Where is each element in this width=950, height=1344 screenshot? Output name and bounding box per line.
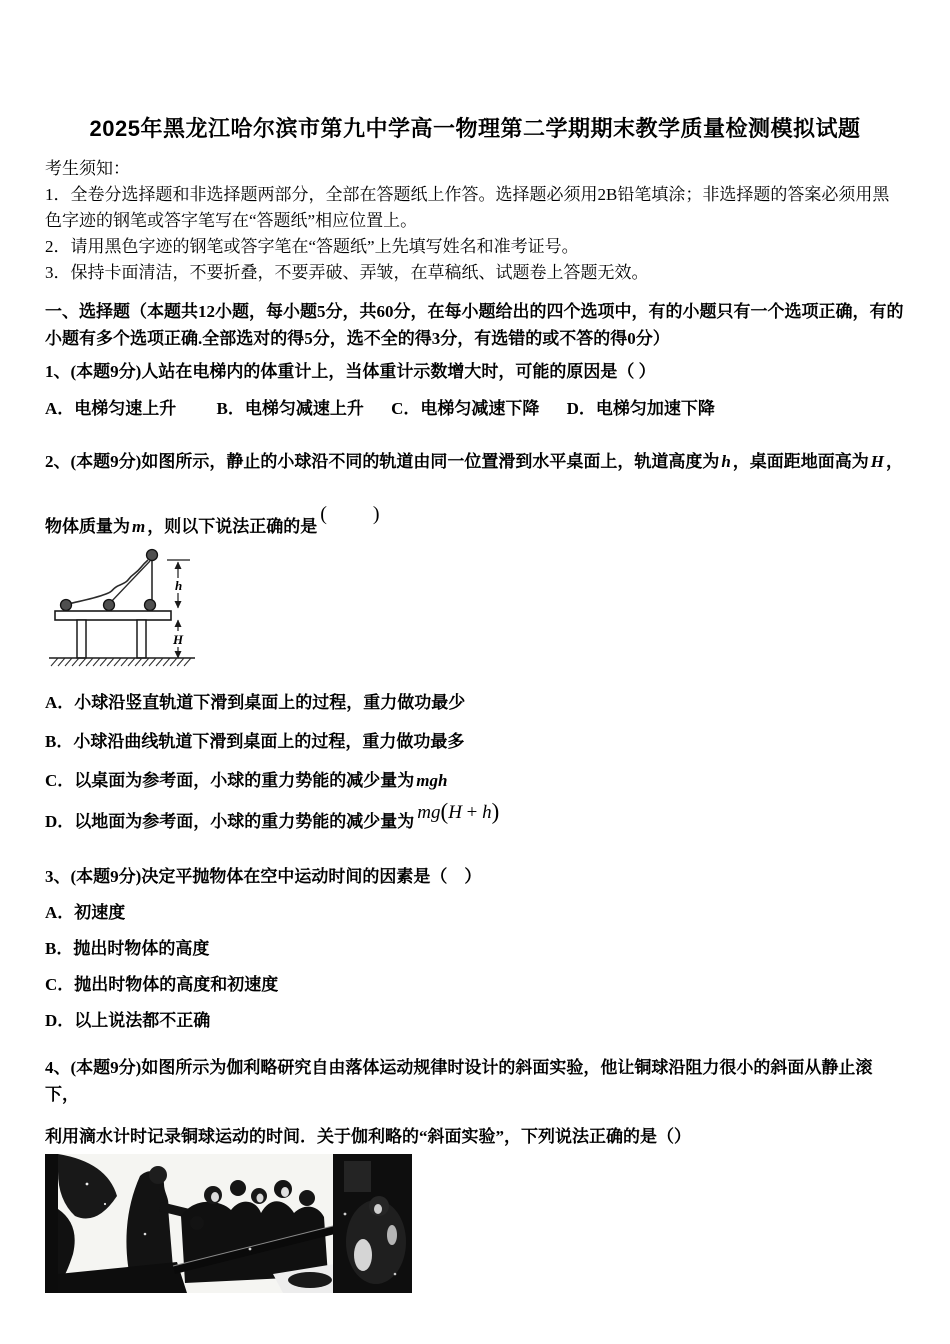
- question-2-figure: [47, 548, 199, 675]
- formula-h: h: [482, 802, 492, 823]
- arrowhead-down: [175, 601, 182, 609]
- stem-text: ，: [886, 452, 904, 471]
- ground-hatching: [51, 658, 191, 666]
- formula-mg-H-plus-h: [417, 799, 500, 824]
- engraving-highlight: [387, 1225, 397, 1245]
- engraving-head: [230, 1180, 246, 1196]
- question-1-option-a: A．电梯匀速上升: [45, 399, 177, 418]
- notice-item-2: 2．请用黑色字迹的钢笔或答字笔在“答题纸”上先填写姓名和准考证号。: [45, 237, 579, 256]
- option-text: D．以地面为参考面，小球的重力势能的减少量为: [45, 812, 415, 831]
- engraving-face: [211, 1192, 219, 1202]
- ball-left: [61, 600, 72, 611]
- answer-parentheses: ( ): [320, 503, 382, 525]
- notice-item-3: 3．保持卡面清洁，不要折叠，不要弄破、弄皱，在草稿纸、试题卷上答题无效。: [45, 263, 649, 282]
- question-2-option-b: B．小球沿曲线轨道下滑到桌面上的过程，重力做功最多: [45, 732, 465, 751]
- question-2-option-c: [45, 767, 905, 794]
- engraving-speckle: [394, 1273, 397, 1276]
- question-3-option-d: D．以上说法都不正确: [45, 1011, 211, 1030]
- question-2-stem-line2: [45, 503, 905, 540]
- variable-m: m: [132, 517, 146, 536]
- question-4-stem-line1: 4、(本题9分)如图所示为伽利略研究自由落体运动规律时设计的斜面实验，他让铜球沿阻力很小的斜面从静止滚下，: [45, 1058, 873, 1104]
- engraving-face: [257, 1194, 264, 1203]
- engraving-window: [344, 1161, 371, 1192]
- H-label: H: [173, 632, 184, 647]
- engraving-highlight: [354, 1239, 372, 1271]
- question-2-option-a: A．小球沿竖直轨道下滑到桌面上的过程，重力做功最少: [45, 693, 466, 712]
- question-4-stem-line2: 利用滴水计时记录铜球运动的时间．关于伽利略的“斜面实验”，下列说法正确的是（）: [45, 1127, 691, 1146]
- plus-sign: +: [461, 802, 483, 823]
- question-4: [45, 1054, 905, 1293]
- question-3-option-a: A．初速度: [45, 903, 126, 922]
- engraving-shape: [288, 1272, 332, 1288]
- arrowhead-up: [175, 562, 182, 570]
- galileo-engraving: [45, 1154, 412, 1293]
- straight-track: [110, 561, 150, 603]
- variable-H: H: [870, 452, 885, 471]
- stem-text: 物体质量为: [45, 517, 130, 536]
- notice-section: [45, 156, 905, 286]
- question-2-option-d: [45, 799, 905, 835]
- option-text: C．以桌面为参考面，小球的重力势能的减少量为: [45, 771, 415, 790]
- h-label: h: [175, 578, 183, 593]
- formula-H: H: [448, 802, 462, 823]
- question-1-stem: 1、(本题9分)人站在电梯内的体重计上，当体重计示数增大时，可能的原因是（ ）: [45, 362, 656, 381]
- question-1: [45, 358, 905, 422]
- section-heading: 一、选择题（本题共12小题，每小题5分，共60分，在每小题给出的四个选项中，有的小题只有一个选项正确，有的小题有多个选项正确.全部选对的得5分，选不全的得3分，有选错的或不答的得0分）: [45, 302, 904, 348]
- question-1-options: [45, 395, 905, 422]
- question-1-option-b: B．电梯匀减速上升: [216, 399, 364, 418]
- ball-middle: [104, 600, 115, 611]
- engraving-figure: [149, 1166, 167, 1184]
- open-paren: (: [440, 799, 449, 824]
- ball-right: [145, 600, 156, 611]
- notice-heading: 考生须知：: [45, 159, 130, 178]
- page-title: 2025年黑龙江哈尔滨市第九中学高一物理第二学期期末教学质量检测模拟试题: [89, 116, 861, 141]
- table-top: [55, 611, 171, 620]
- engraving-speckle: [104, 1203, 106, 1205]
- engraving-speckle: [86, 1183, 89, 1186]
- question-3-option-c: C．抛出时物体的高度和初速度: [45, 975, 279, 994]
- table-leg-right: [137, 620, 146, 658]
- engraving-speckle: [144, 1233, 147, 1236]
- arrowhead-up: [175, 620, 182, 628]
- question-3-option-b: B．抛出时物体的高度: [45, 939, 210, 958]
- curved-track: [68, 560, 148, 604]
- engraving-speckle: [344, 1213, 347, 1216]
- question-1-option-d: D．电梯匀加速下降: [566, 399, 715, 418]
- tracks-table-diagram: [47, 548, 199, 675]
- galileo-experiment-image: [45, 1154, 412, 1293]
- engraving-shape: [45, 1154, 58, 1293]
- engraving-face: [281, 1187, 289, 1197]
- engraving-face: [374, 1204, 382, 1214]
- engraving-figure: [190, 1216, 204, 1230]
- question-1-option-c: C．电梯匀减速下降: [391, 399, 540, 418]
- question-2-stem-line1: [45, 448, 905, 475]
- ball-top: [147, 550, 158, 561]
- question-2: [45, 448, 905, 835]
- engraving-speckle: [249, 1248, 252, 1251]
- notice-item-1: 1．全卷分选择题和非选择题两部分，全部在答题纸上作答。选择题必须用2B铅笔填涂；非选择题的答案必须用黑色字迹的钢笔或答字笔写在“答题纸”相应位置上。: [45, 185, 890, 230]
- stem-text: 2、(本题9分)如图所示，静止的小球沿不同的轨道由同一位置滑到水平桌面上，轨道高度为: [45, 452, 720, 471]
- stem-text: ，桌面距地面高为: [732, 452, 869, 471]
- close-paren: ): [491, 799, 500, 824]
- question-3-stem: 3、(本题9分)决定平抛物体在空中运动时间的因素是（ ）: [45, 867, 482, 886]
- table-leg-left: [77, 620, 86, 658]
- variable-h: h: [721, 452, 731, 471]
- engraving-head: [299, 1190, 315, 1206]
- formula-mg: mg: [417, 802, 441, 823]
- question-3: [45, 863, 905, 1034]
- formula-mgh: mgh: [416, 771, 448, 790]
- stem-text: ，则以下说法正确的是: [147, 517, 318, 536]
